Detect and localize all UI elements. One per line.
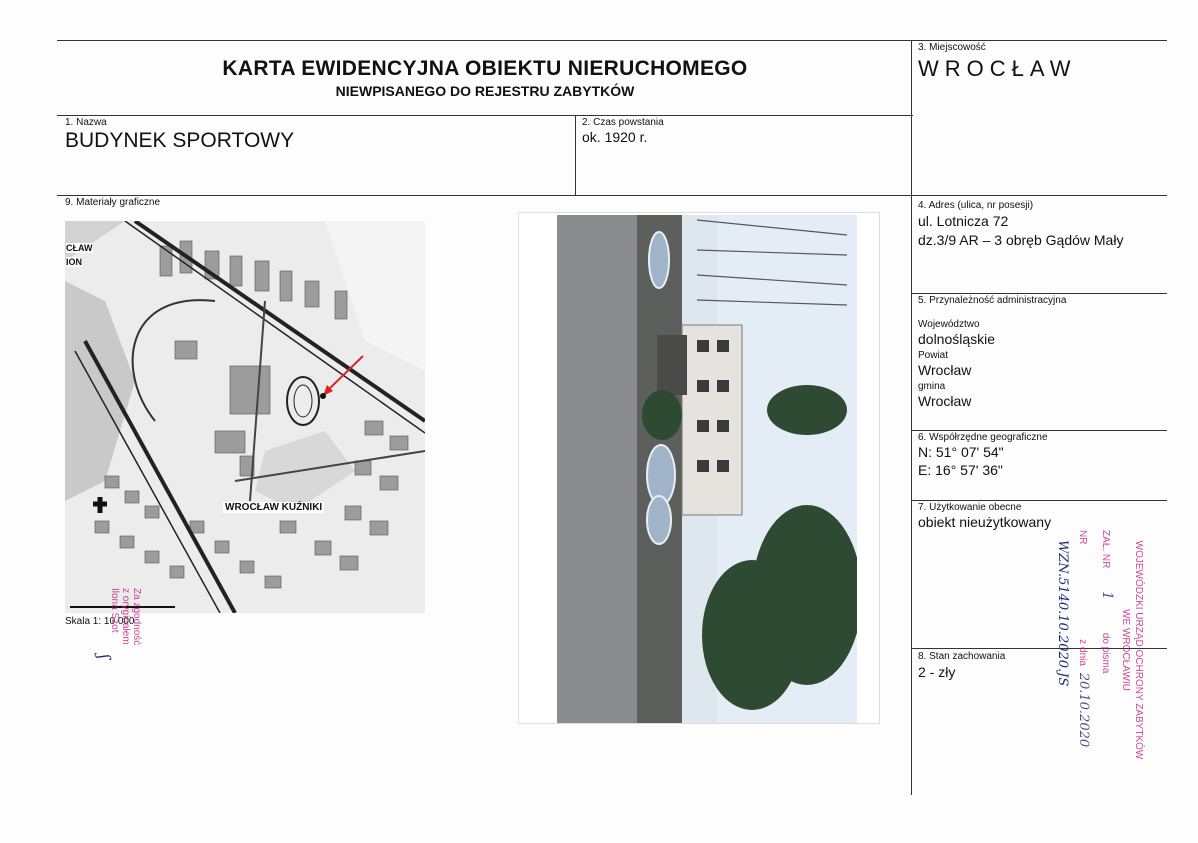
map-corner-label-1: CŁAW — [66, 243, 93, 253]
attachment-stamp — [1071, 530, 1118, 770]
field-6-label: 6. Współrzędne geograficzne — [918, 432, 1048, 443]
field-2-label: 2. Czas powstania — [582, 117, 664, 128]
field-1-label: 1. Nazwa — [65, 117, 107, 128]
field-5-label: 5. Przynależność administracyjna — [918, 295, 1067, 306]
z-dnia-label: z dnia — [1077, 639, 1088, 666]
powiat-value: Wrocław — [918, 362, 972, 378]
conformity-line2: z oryginałem — [120, 588, 131, 645]
field-2-value: ok. 1920 r. — [582, 129, 648, 145]
do-pisma-label: do pisma — [1100, 632, 1111, 674]
nr-label: NR — [1077, 530, 1088, 545]
field-3-value: WROCŁAW — [918, 56, 1077, 81]
map-station-label: WROCŁAW KUŹNIKI — [225, 502, 323, 513]
map-scale: Skala 1: 10 000 — [65, 616, 135, 627]
name-row-bottom-rule — [57, 195, 1167, 196]
right-column-divider — [911, 40, 912, 795]
card-subtitle: NIEWPISANEGO DO REJESTRU ZABYTKÓW — [335, 83, 635, 99]
photo-drawing — [557, 215, 857, 723]
zal-number: 1 — [1099, 591, 1115, 601]
field-8-label: 8. Stan zachowania — [918, 651, 1006, 662]
name-date-divider — [575, 115, 576, 196]
building-photo — [519, 213, 879, 723]
latitude: N: 51° 07' 54" — [918, 444, 1004, 460]
field-1-value: BUDYNEK SPORTOWY — [65, 129, 295, 152]
field-4-line1: ul. Lotnicza 72 — [918, 213, 1009, 229]
zal-label: ZAŁ. NR — [1100, 530, 1111, 569]
header-bottom-rule — [57, 115, 913, 116]
gmina-label: gmina — [918, 381, 946, 392]
stamp-date: 20.10.2020 — [1076, 672, 1091, 748]
wojewodztwo-label: Województwo — [918, 319, 980, 330]
office-stamp-line2: WE WROCŁAWIU — [1120, 609, 1131, 691]
field-9-label: 9. Materiały graficzne — [65, 197, 161, 208]
top-rule — [57, 40, 1167, 41]
field-7-value: obiekt nieużytkowany — [918, 514, 1052, 530]
field-4-label: 4. Adres (ulica, nr posesji) — [918, 200, 1034, 211]
office-stamp-line1: WOJEWÓDZKI URZĄD OCHRONY ZABYTKÓW — [1133, 540, 1144, 760]
card-title: KARTA EWIDENCYJNA OBIEKTU NIERUCHOMEGO — [222, 57, 748, 80]
powiat-label: Powiat — [918, 350, 949, 361]
wojewodztwo-value: dolnośląskie — [918, 331, 996, 347]
rule-5 — [911, 293, 1167, 294]
field-7-label: 7. Użytkowanie obecne — [918, 502, 1022, 513]
conformity-line1: Za zgodność — [131, 588, 142, 646]
rule-6 — [911, 430, 1167, 431]
field-4-line2: dz.3/9 AR – 3 obręb Gądów Mały — [918, 232, 1124, 248]
initials-mark: ʃ — [94, 652, 114, 661]
map-drawing — [65, 221, 425, 613]
location-map — [65, 221, 425, 613]
case-number: WZN.5140.10.2020.JS — [1055, 540, 1070, 687]
map-corner-label-2: ION — [66, 257, 83, 267]
longitude: E: 16° 57' 36" — [918, 462, 1003, 478]
rule-7 — [911, 500, 1167, 501]
field-8-value: 2 - zły — [918, 664, 956, 680]
conformity-line3: Ilona Szot — [109, 588, 120, 633]
gmina-value: Wrocław — [918, 393, 972, 409]
conformity-stamp — [109, 588, 142, 698]
field-3-label: 3. Miejscowość — [918, 42, 986, 53]
